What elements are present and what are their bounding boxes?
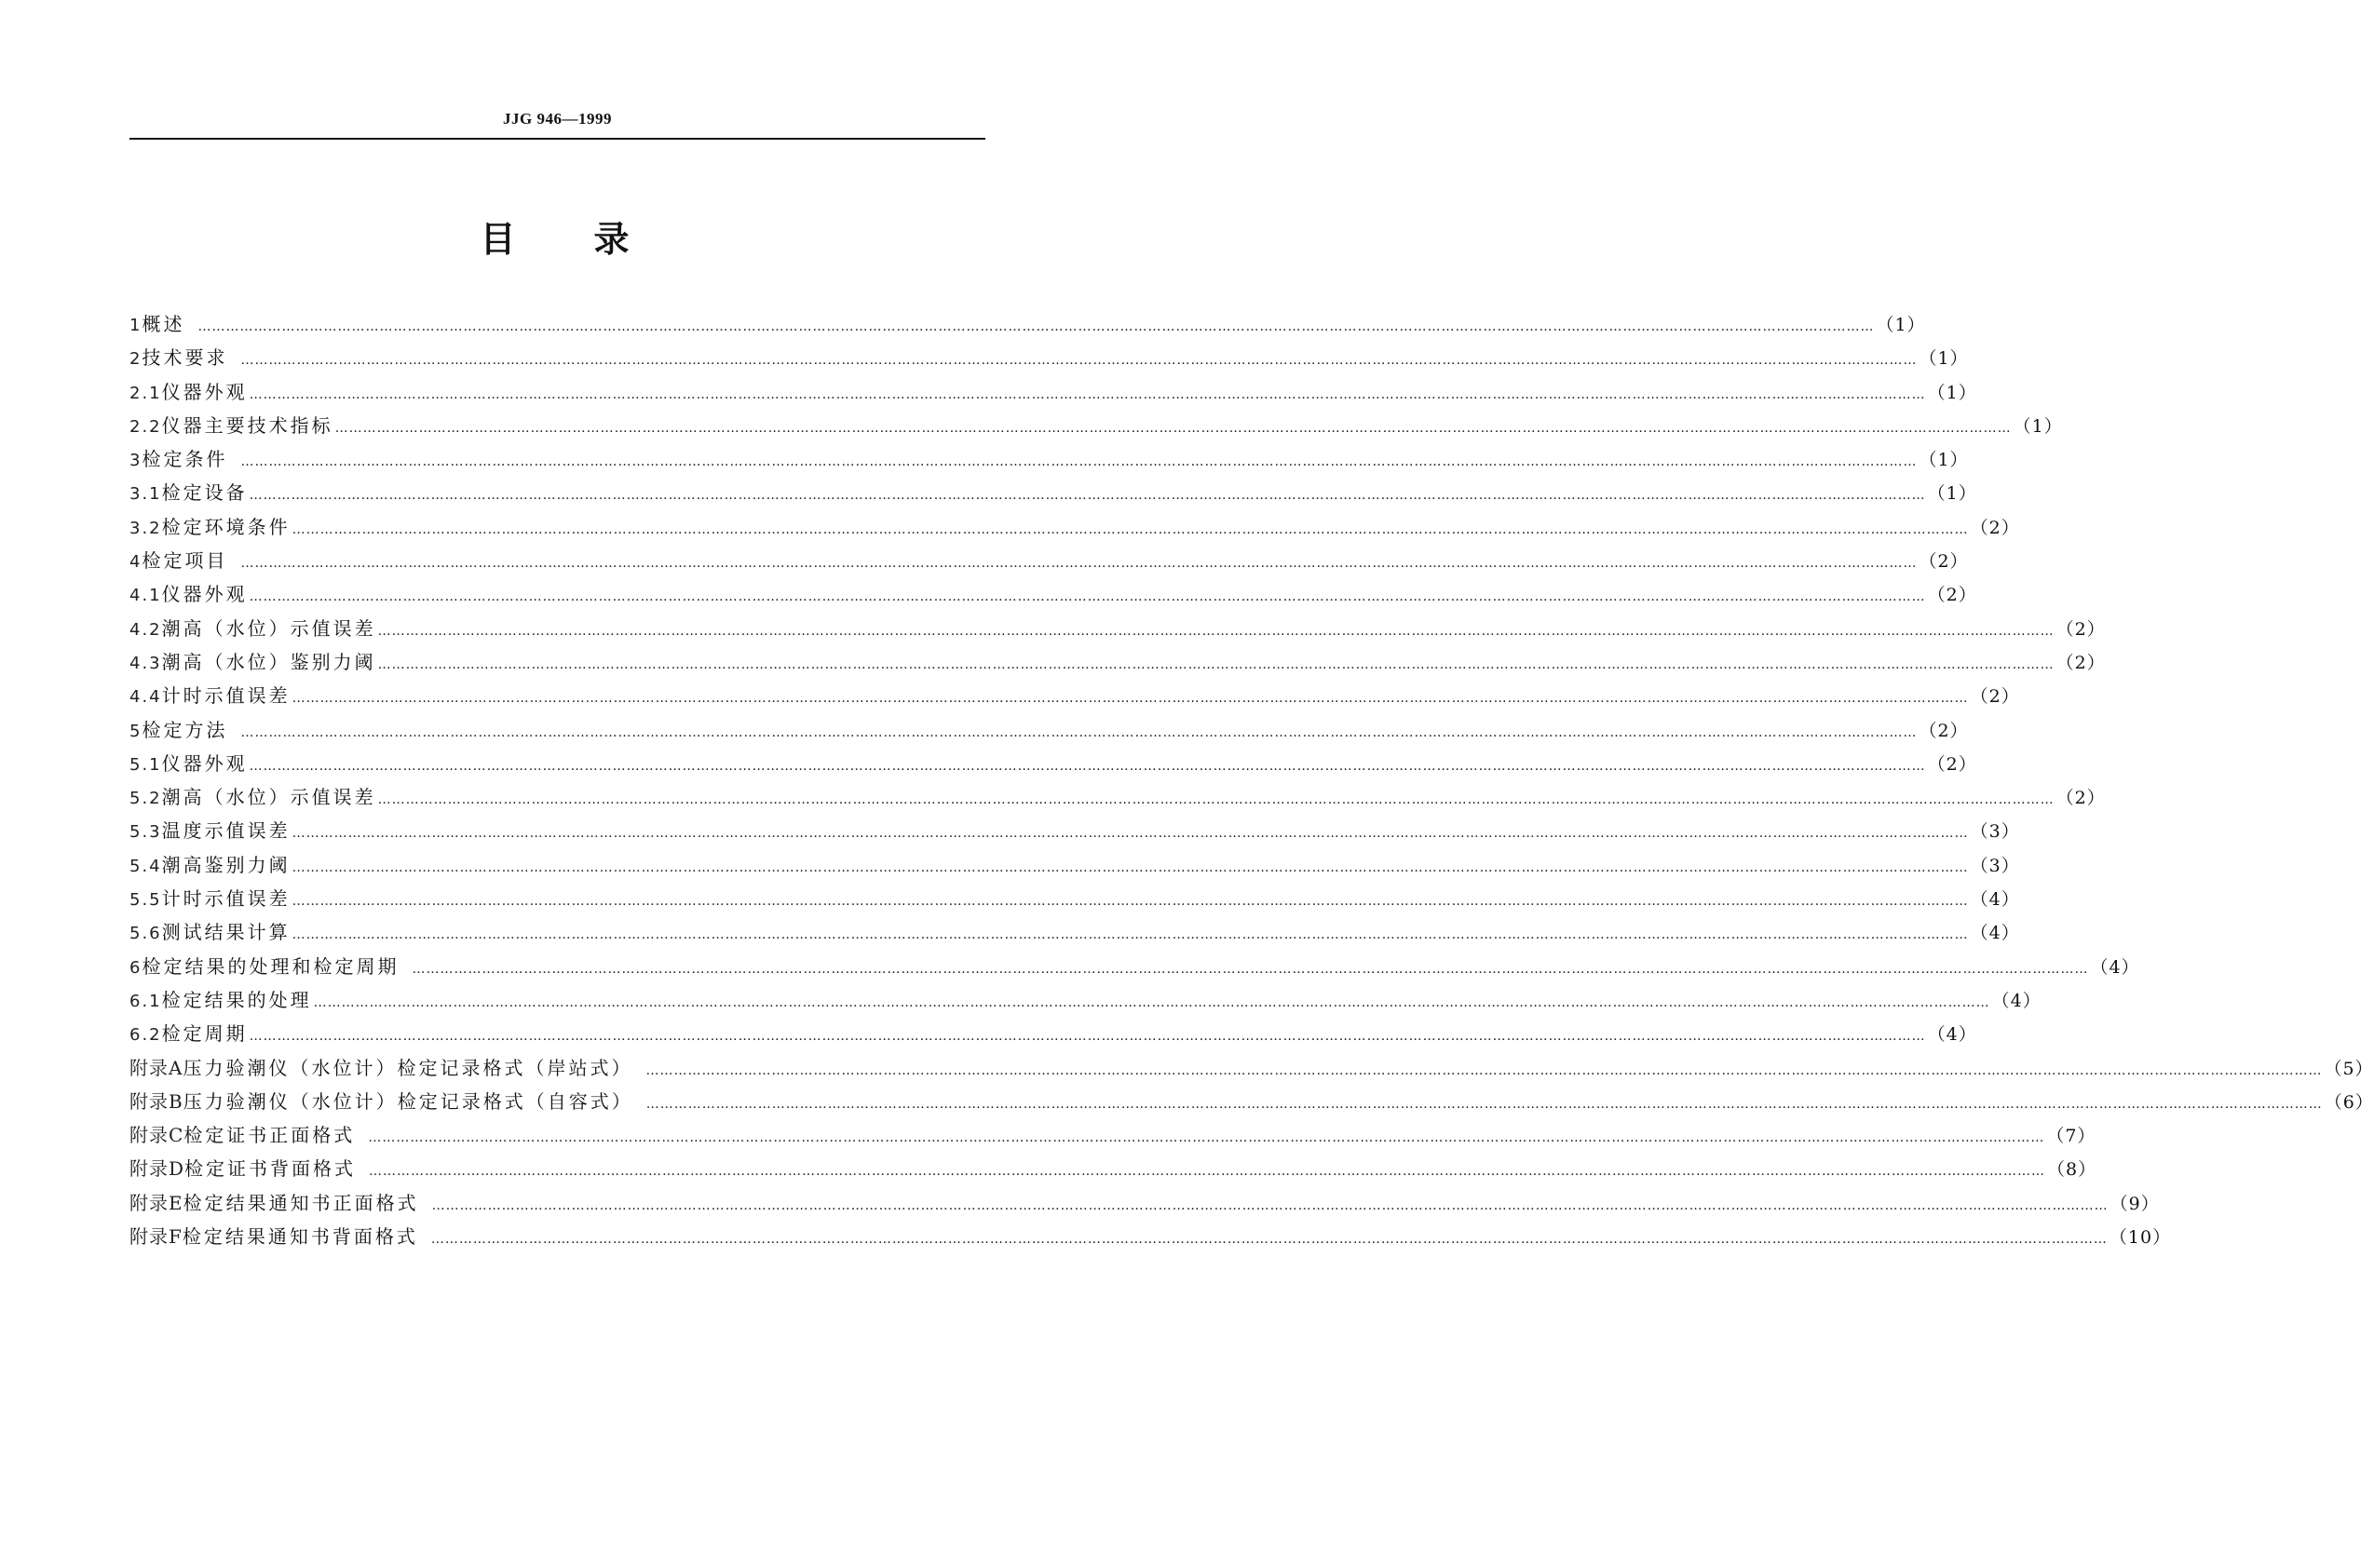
toc-dot-leader: ……………………………………………………………………………………………………………………………………………………………………………………………………………………………………………………………………………………………………………………………… (240, 353, 1918, 369)
toc-entry-title: 检定证书正面格式 (183, 1124, 356, 1147)
toc-entry-page: （2） (1970, 686, 2020, 708)
toc-entry-number: 5.4 (129, 856, 162, 876)
toc-entry-number: 3 (129, 451, 142, 471)
table-of-contents (129, 309, 2374, 1255)
toc-entry-title: 检定设备 (161, 481, 248, 505)
toc-dot-leader: ……………………………………………………………………………………………………………………………………………………………………………………………………………………………………………………………………………………………………………………………… (377, 623, 2055, 639)
toc-entry-title: 检定证书背面格式 (184, 1157, 357, 1181)
toc-entry-number: 4.2 (129, 619, 162, 640)
toc-entry-number: 5 (129, 721, 142, 741)
toc-entry[interactable] (129, 681, 2020, 714)
toc-entry-page: （5） (2324, 1058, 2374, 1079)
toc-dot-leader: ……………………………………………………………………………………………………………………………………………………………………………………………………………………………………………………………………………………………………………………………… (249, 1029, 1926, 1045)
toc-entry-number: 2.1 (129, 383, 162, 403)
toc-entry[interactable] (129, 952, 2140, 985)
toc-entry[interactable] (129, 444, 1969, 478)
toc-entry-title: 仪器外观 (161, 583, 248, 606)
toc-entry-number: 5.2 (129, 789, 162, 809)
toc-entry-number: 5.3 (129, 822, 162, 843)
toc-entry-title: 检定结果的处理 (161, 988, 312, 1011)
toc-dot-leader: ……………………………………………………………………………………………………………………………………………………………………………………………………………………………………………………………………………………………………………………………… (368, 1130, 2045, 1146)
toc-dot-leader: ……………………………………………………………………………………………………………………………………………………………………………………………………………………………………………………………………………………………………………………………… (377, 792, 2055, 808)
toc-entry[interactable] (129, 1087, 2374, 1120)
toc-entry[interactable] (129, 647, 2106, 681)
toc-entry[interactable] (129, 309, 1926, 343)
toc-dot-leader: ……………………………………………………………………………………………………………………………………………………………………………………………………………………………………………………………………………………………………………………………… (645, 1096, 2323, 1112)
toc-entry[interactable] (129, 816, 2020, 849)
toc-entry[interactable] (129, 715, 1969, 749)
toc-entry-page: （3） (1970, 855, 2020, 876)
toc-entry-title: 潮高（水位）鉴别力阈 (161, 650, 376, 673)
toc-dot-leader: ……………………………………………………………………………………………………………………………………………………………………………………………………………………………………………………………………………………………………………………………… (645, 1062, 2323, 1078)
toc-dot-leader: ……………………………………………………………………………………………………………………………………………………………………………………………………………………………………………………………………………………………………………………………… (292, 894, 1969, 910)
toc-entry[interactable] (129, 546, 1969, 579)
toc-dot-leader: ……………………………………………………………………………………………………………………………………………………………………………………………………………………………………………………………………………………………………………………………… (240, 454, 1918, 470)
toc-dot-leader: ……………………………………………………………………………………………………………………………………………………………………………………………………………………………………………………………………………………………………………………………… (412, 961, 2089, 977)
toc-entry-page: （2） (2055, 788, 2106, 809)
toc-entry[interactable] (129, 343, 1969, 376)
header-rule (129, 138, 985, 140)
toc-entry-title: 计时示值误差 (161, 887, 291, 911)
toc-entry-number: 4.3 (129, 653, 162, 673)
toc-entry-title: 潮高（水位）示值误差 (161, 786, 376, 809)
toc-entry-title: 检定结果通知书正面格式 (183, 1191, 419, 1214)
toc-entry[interactable] (129, 1222, 2172, 1255)
toc-dot-leader: ……………………………………………………………………………………………………………………………………………………………………………………………………………………………………………………………………………………………………………………………… (240, 556, 1918, 572)
toc-entry-page: （1） (2013, 415, 2063, 437)
toc-entry-number: 3.2 (129, 518, 162, 538)
toc-entry-page: （10） (2109, 1227, 2172, 1249)
toc-entry-number: 附录A (129, 1056, 183, 1079)
toc-entry-number: 2.2 (129, 416, 162, 437)
toc-entry-page: （2） (1927, 753, 1977, 775)
toc-entry-page: （4） (1991, 990, 2042, 1011)
toc-entry-page: （8） (2047, 1159, 2097, 1181)
toc-entry-title: 计时示值误差 (161, 684, 291, 708)
toc-dot-leader: ……………………………………………………………………………………………………………………………………………………………………………………………………………………………………………………………………………………………………………………………… (292, 927, 1969, 943)
toc-entry-title: 仪器外观 (161, 380, 248, 403)
toc-entry-number: 4.4 (129, 687, 162, 708)
toc-entry[interactable] (129, 782, 2106, 816)
toc-entry-page: （4） (1927, 1024, 1977, 1046)
toc-entry-number: 5.6 (129, 924, 162, 944)
toc-entry[interactable] (129, 614, 2106, 647)
toc-entry-number: 附录F (129, 1225, 183, 1249)
toc-entry-page: （4） (2090, 956, 2140, 978)
toc-entry-title: 测试结果计算 (161, 921, 291, 944)
toc-entry-page: （2） (2055, 652, 2106, 673)
toc-dot-leader: ……………………………………………………………………………………………………………………………………………………………………………………………………………………………………………………………………………………………………………………………… (249, 488, 1926, 504)
toc-entry-title: 仪器主要技术指标 (161, 413, 333, 437)
toc-entry[interactable] (129, 1019, 1977, 1052)
toc-entry-title: 潮高（水位）示值误差 (161, 616, 376, 640)
toc-entry-number: 6.2 (129, 1025, 162, 1046)
toc-dot-leader: ……………………………………………………………………………………………………………………………………………………………………………………………………………………………………………………………………………………………………………………………… (249, 386, 1926, 402)
toc-entry[interactable] (129, 884, 2020, 917)
toc-entry-title: 检定环境条件 (161, 515, 291, 538)
toc-entry-title: 技术要求 (142, 346, 228, 370)
toc-entry-number: 5.1 (129, 754, 162, 775)
toc-dot-leader: ……………………………………………………………………………………………………………………………………………………………………………………………………………………………………………………………………………………………………………………………… (334, 420, 2012, 436)
toc-entry-title: 潮高鉴别力阈 (161, 853, 291, 876)
toc-entry[interactable] (129, 1053, 2374, 1087)
toc-entry-number: 附录D (129, 1157, 185, 1181)
toc-entry-number: 3.1 (129, 484, 162, 505)
toc-dot-leader: ……………………………………………………………………………………………………………………………………………………………………………………………………………………………………………………………………………………………………………………………… (431, 1197, 2109, 1213)
toc-entry-number: 1 (129, 316, 142, 335)
toc-entry-number: 5.5 (129, 890, 162, 911)
toc-dot-leader: ……………………………………………………………………………………………………………………………………………………………………………………………………………………………………………………………………………………………………………………………… (197, 319, 1875, 334)
toc-entry-title: 检定条件 (142, 448, 228, 471)
toc-entry[interactable] (129, 411, 2063, 444)
toc-entry-number: 附录C (129, 1124, 184, 1147)
toc-entry[interactable] (129, 1188, 2160, 1222)
toc-entry-title: 检定结果通知书背面格式 (182, 1225, 418, 1249)
document-code-header: JJG 946—1999 (503, 110, 612, 128)
toc-entry-page: （1） (1927, 483, 1977, 505)
toc-entry-title: 概述 (142, 313, 185, 335)
toc-entry-title: 检定周期 (161, 1022, 248, 1046)
toc-entry[interactable] (129, 850, 2020, 884)
toc-entry-number: 附录E (129, 1191, 183, 1214)
toc-entry-number: 2 (129, 349, 142, 370)
toc-entry[interactable] (129, 579, 1977, 613)
toc-entry-page: （1） (1919, 450, 1969, 471)
toc-dot-leader: ……………………………………………………………………………………………………………………………………………………………………………………………………………………………………………………………………………………………………………………………… (249, 758, 1926, 774)
toc-entry-page: （2） (1927, 585, 1977, 606)
toc-entry-number: 4 (129, 552, 142, 573)
toc-entry-page: （4） (1970, 923, 2020, 944)
toc-entry[interactable] (129, 512, 2020, 546)
toc-entry-title: 仪器外观 (161, 751, 248, 775)
toc-entry-page: （2） (1970, 517, 2020, 538)
toc-dot-leader: ……………………………………………………………………………………………………………………………………………………………………………………………………………………………………………………………………………………………………………………………… (292, 826, 1969, 842)
toc-entry-title: 压力验潮仪（水位计）检定记录格式（自容式） (183, 1089, 633, 1113)
toc-entry[interactable] (129, 985, 2042, 1019)
toc-entry[interactable] (129, 749, 1977, 782)
toc-entry-page: （1） (1919, 348, 1969, 370)
toc-entry-title: 压力验潮仪（水位计）检定记录格式（岸站式） (183, 1056, 633, 1079)
toc-entry-title: 温度示值误差 (161, 819, 291, 843)
toc-entry-page: （9） (2109, 1193, 2160, 1214)
toc-entry-number: 6 (129, 957, 142, 978)
toc-dot-leader: ……………………………………………………………………………………………………………………………………………………………………………………………………………………………………………………………………………………………………………………………… (292, 859, 1969, 875)
toc-dot-leader: ……………………………………………………………………………………………………………………………………………………………………………………………………………………………………………………………………………………………………………………………… (369, 1164, 2046, 1180)
toc-entry[interactable] (129, 1154, 2097, 1187)
toc-entry[interactable] (129, 917, 2020, 951)
toc-entry-title: 检定结果的处理和检定周期 (142, 954, 400, 978)
toc-entry-page: （3） (1970, 821, 2020, 843)
toc-entry[interactable] (129, 478, 1977, 511)
toc-entry-page: （1） (1927, 382, 1977, 403)
toc-entry-page: （2） (2055, 618, 2106, 640)
toc-dot-leader: ……………………………………………………………………………………………………………………………………………………………………………………………………………………………………………………………………………………………………………………………… (240, 724, 1918, 740)
toc-dot-leader: ……………………………………………………………………………………………………………………………………………………………………………………………………………………………………………………………………………………………………………………………… (377, 656, 2055, 672)
page-title: 目录 (480, 219, 708, 260)
toc-dot-leader: ……………………………………………………………………………………………………………………………………………………………………………………………………………………………………………………………………………………………………………………………… (249, 589, 1926, 605)
toc-entry-page: （6） (2324, 1091, 2374, 1113)
toc-entry-page: （1） (1876, 315, 1926, 335)
toc-dot-leader: ……………………………………………………………………………………………………………………………………………………………………………………………………………………………………………………………………………………………………………………………… (313, 994, 1990, 1010)
toc-entry[interactable] (129, 377, 1977, 411)
toc-dot-leader: ……………………………………………………………………………………………………………………………………………………………………………………………………………………………………………………………………………………………………………………………… (292, 691, 1969, 707)
toc-dot-leader: ……………………………………………………………………………………………………………………………………………………………………………………………………………………………………………………………………………………………………………………………… (430, 1232, 2108, 1248)
toc-entry-number: 4.1 (129, 586, 162, 606)
toc-entry-title: 检定方法 (142, 718, 228, 741)
toc-entry-page: （2） (1919, 551, 1969, 573)
toc-entry-number: 6.1 (129, 991, 162, 1011)
toc-entry-page: （7） (2046, 1126, 2096, 1147)
toc-entry[interactable] (129, 1120, 2096, 1154)
toc-entry-number: 附录B (129, 1089, 183, 1113)
toc-entry-page: （2） (1919, 720, 1969, 741)
toc-dot-leader: ……………………………………………………………………………………………………………………………………………………………………………………………………………………………………………………………………………………………………………………………… (292, 521, 1969, 537)
toc-entry-page: （4） (1970, 889, 2020, 911)
toc-entry-title: 检定项目 (142, 549, 228, 573)
